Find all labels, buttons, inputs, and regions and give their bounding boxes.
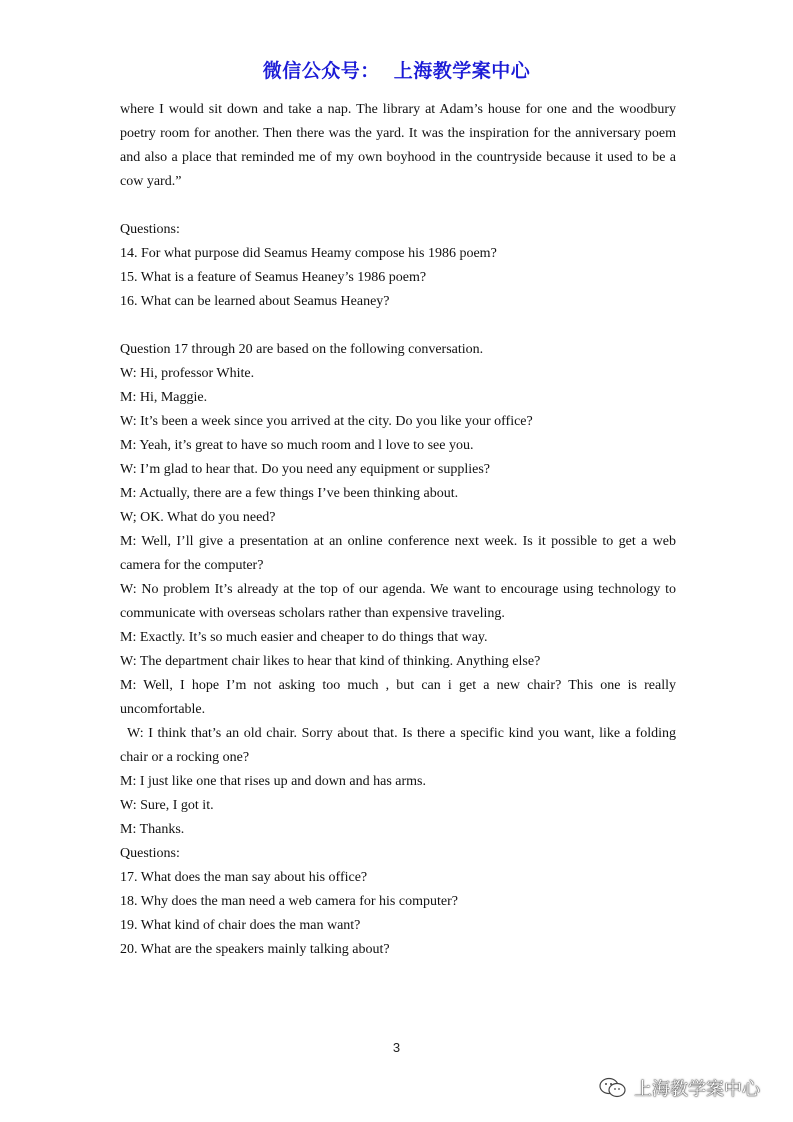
wechat-icon xyxy=(598,1076,628,1100)
dialogue-line: W: The department chair likes to hear that kind of thinking. Anything else? xyxy=(120,654,541,669)
document-body xyxy=(120,98,676,962)
page-header xyxy=(0,56,793,83)
watermark-text: 上海教学案中心 xyxy=(634,1079,760,1100)
dialogue-line: M: Well, I’ll give a presentation at an online conference next week. Is it possible to get a web camera for the computer? xyxy=(120,534,676,573)
dialogue-line: W: It’s been a week since you arrived at the city. Do you like your office? xyxy=(120,414,533,429)
page-number: 3 xyxy=(392,1040,401,1055)
dialogue-line: M: Actually, there are a few things I’ve been thinking about. xyxy=(120,486,459,501)
question-17: 17. What does the man say about his office? xyxy=(120,870,368,885)
dialogue-line: W: I’m glad to hear that. Do you need any equipment or supplies? xyxy=(120,462,490,477)
question-14: 14. For what purpose did Seamus Heamy compose his 1986 poem? xyxy=(120,246,497,261)
question-19: 19. What kind of chair does the man want? xyxy=(120,918,361,933)
question-20: 20. What are the speakers mainly talking about? xyxy=(120,942,390,957)
dialogue-line: M: Thanks. xyxy=(120,822,185,837)
dialogue-line: W: No problem It’s already at the top of our agenda. We want to encourage using technology to communicate with overseas scholars rather than expensive traveling. xyxy=(120,582,676,621)
questions-heading-1: Questions: xyxy=(120,222,180,237)
blank-line xyxy=(120,314,676,338)
blank-line xyxy=(120,194,676,218)
dialogue-line: M: Exactly. It’s so much easier and cheaper to do things that way. xyxy=(120,630,488,645)
conversation-intro: Question 17 through 20 are based on the following conversation. xyxy=(120,342,484,357)
header-label: 微信公众号： xyxy=(262,60,380,82)
question-18: 18. Why does the man need a web camera for his computer? xyxy=(120,894,458,909)
dialogue-line: W: I think that’s an old chair. Sorry about that. Is there a specific kind you want, like a folding chair or a rocking one? xyxy=(120,726,676,765)
dialogue-line: M: Hi, Maggie. xyxy=(120,390,208,405)
dialogue-line: W: Sure, I got it. xyxy=(120,798,214,813)
question-16: 16. What can be learned about Seamus Heaney? xyxy=(120,294,390,309)
dialogue-line: M: Yeah, it’s great to have so much room and l love to see you. xyxy=(120,438,474,453)
dialogue-line: W; OK. What do you need? xyxy=(120,510,276,525)
dialogue-line: W: Hi, professor White. xyxy=(120,366,255,381)
header-account-name: 上海教学案中心 xyxy=(393,60,531,82)
question-15: 15. What is a feature of Seamus Heaney’s 1986 poem? xyxy=(120,270,427,285)
paragraph-1: where I would sit down and take a nap. The library at Adam’s house for one and the woodbury poetry room for another. Then there was the yard. It was the inspiration for the anniversary poem and also a place that reminded me of my own boyhood in the countryside because it used to be a cow yard.” xyxy=(120,102,676,189)
watermark xyxy=(598,1074,760,1102)
dialogue-line: M: Well, I hope I’m not asking too much , but can i get a new chair? This one is really uncomfortable. xyxy=(120,678,676,717)
questions-heading-2: Questions: xyxy=(120,846,180,861)
dialogue-line: M: I just like one that rises up and down and has arms. xyxy=(120,774,427,789)
